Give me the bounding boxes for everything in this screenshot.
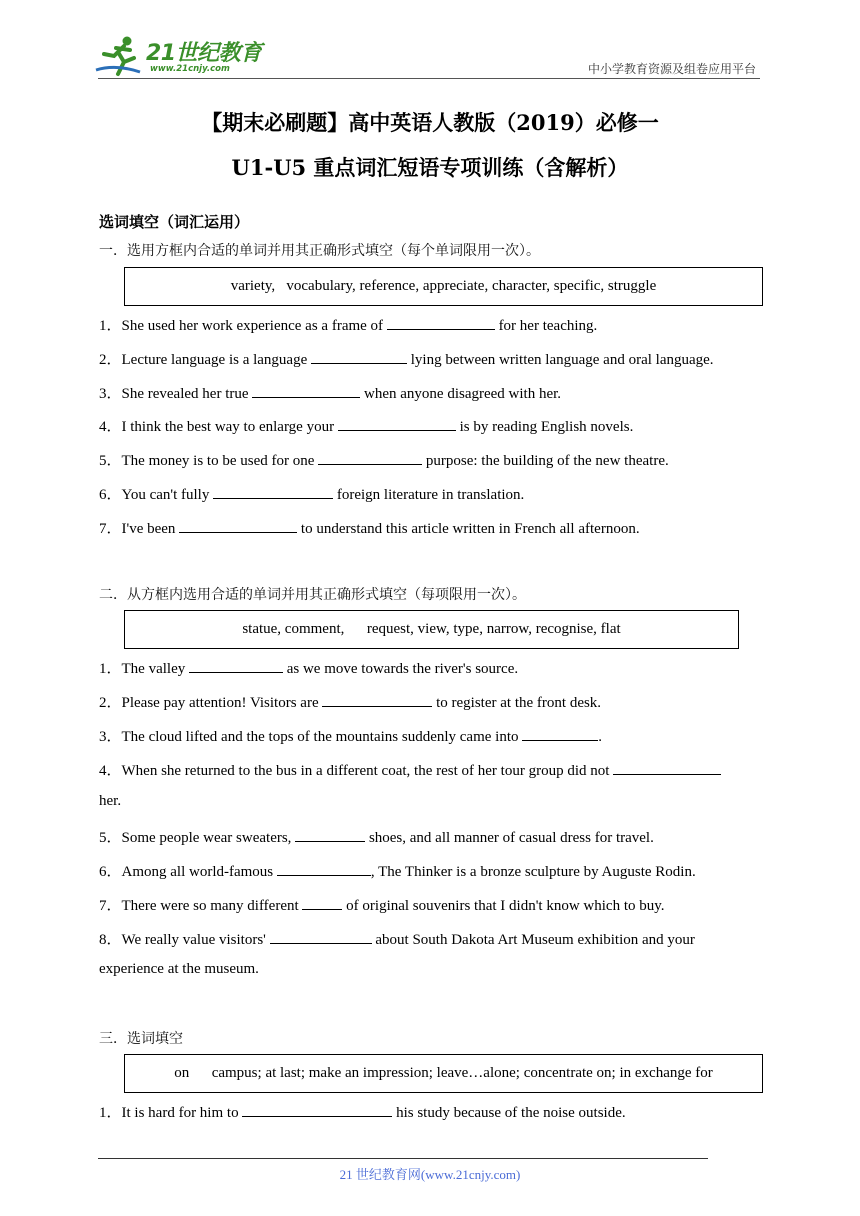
item-text: 5．Some people wear sweaters, (99, 830, 296, 846)
answer-blank[interactable] (295, 827, 365, 842)
part2-item-8-cont: experience at the museum. (99, 961, 259, 977)
header-divider (98, 78, 760, 79)
part1-item-7 (99, 517, 640, 538)
part1-item-2 (99, 348, 714, 369)
runner-icon (94, 34, 144, 78)
item-text: his study because of the noise outside. (392, 1105, 626, 1121)
item-text: . (598, 729, 602, 745)
page-title-line2: U1-U5 重点词汇短语专项训练（含解析） (231, 155, 629, 180)
answer-blank[interactable] (387, 315, 495, 330)
part1-item-4 (99, 415, 633, 436)
item-text: when anyone disagreed with her. (360, 386, 562, 402)
item-text: 3．She revealed her true (99, 386, 253, 402)
part1-item-6 (99, 483, 524, 504)
item-text: purpose: the building of the new theatre. (422, 453, 669, 469)
part3-instruction: 三．选词填空 (99, 1031, 183, 1047)
part2-item-6 (99, 860, 696, 881)
part2-item-4 (99, 759, 721, 780)
part1-instruction: 一．选用方框内合适的单词并用其正确形式填空（每个单词限用一次）。 (99, 243, 540, 259)
answer-blank[interactable] (311, 349, 407, 364)
header-platform-text: 中小学教育资源及组卷应用平台 (587, 62, 756, 76)
item-text: 7．I've been (99, 521, 180, 537)
footer-divider (98, 1158, 708, 1159)
part1-item-5 (99, 449, 669, 470)
part3-wordbox: on campus; at last; make an impression; leave…alone; concentrate on; in exchange for (124, 1054, 763, 1093)
part1-wordbox: variety, vocabulary, reference, appreciate, character, specific, struggle (124, 267, 763, 306)
item-text: lying between written language and oral language. (407, 352, 714, 368)
item-text: 2．Lecture language is a language (99, 352, 311, 368)
item-text: about South Dakota Art Museum exhibition and your (371, 932, 695, 948)
answer-blank[interactable] (277, 861, 371, 876)
item-text: to understand this article written in French all afternoon. (297, 521, 640, 537)
item-text: 6．You can't fully (99, 487, 214, 503)
part1-item-3 (99, 382, 561, 403)
answer-blank[interactable] (179, 518, 297, 533)
item-text: 4．I think the best way to enlarge your (99, 419, 338, 435)
part2-item-7 (99, 894, 665, 915)
answer-blank[interactable] (613, 760, 721, 775)
item-text: as we move towards the river's source. (282, 661, 519, 677)
item-text: of original souvenirs that I didn't know which to buy. (342, 898, 665, 914)
item-text: is by reading English novels. (455, 419, 634, 435)
item-text: to register at the front desk. (432, 695, 602, 711)
answer-blank[interactable] (242, 1102, 392, 1117)
part3-item-1 (99, 1101, 626, 1122)
item-text: 8．We really value visitors' (99, 932, 270, 948)
page-title-line1: 【期末必刷题】高中英语人教版（2019）必修一 (201, 110, 659, 135)
logo-url: www.21cnjy.com (150, 64, 230, 74)
item-text: 1．It is hard for him to (99, 1105, 243, 1121)
answer-blank[interactable] (189, 658, 283, 673)
footer-link[interactable]: 21 世纪教育网(www.21cnjy.com) (339, 1167, 521, 1182)
answer-blank[interactable] (252, 383, 360, 398)
answer-blank[interactable] (318, 450, 422, 465)
item-text: 5．The money is to be used for one (99, 453, 319, 469)
answer-blank[interactable] (522, 726, 598, 741)
part2-item-4-cont: her. (99, 793, 122, 809)
answer-blank[interactable] (270, 929, 372, 944)
item-text: 7．There were so many different (99, 898, 303, 914)
item-text: 3．The cloud lifted and the tops of the mountains suddenly came into (99, 729, 523, 745)
part2-item-5 (99, 826, 654, 847)
site-logo (94, 34, 264, 78)
answer-blank[interactable] (338, 416, 456, 431)
part2-item-1 (99, 657, 518, 678)
item-text: 1．The valley (99, 661, 189, 677)
part2-instruction: 二．从方框内选用合适的单词并用其正确形式填空（每项限用一次）。 (99, 587, 526, 603)
part1-item-1 (99, 314, 597, 335)
answer-blank[interactable] (213, 484, 333, 499)
part2-item-8 (99, 928, 695, 949)
part2-wordbox: statue, comment, request, view, type, narrow, recognise, flat (124, 610, 739, 649)
item-text: 4．When she returned to the bus in a different coat, the rest of her tour group did not (99, 763, 614, 779)
item-text: shoes, and all manner of casual dress for travel. (365, 830, 654, 846)
part2-item-2 (99, 691, 601, 712)
answer-blank[interactable] (302, 895, 342, 910)
item-text: 6．Among all world-famous (99, 864, 277, 880)
logo-text: 21世纪教育 (146, 41, 262, 66)
part2-item-3 (99, 725, 602, 746)
answer-blank[interactable] (322, 692, 432, 707)
item-text: , The Thinker is a bronze sculpture by Auguste Rodin. (370, 864, 696, 880)
item-text: 2．Please pay attention! Visitors are (99, 695, 323, 711)
item-text: foreign literature in translation. (333, 487, 525, 503)
item-text: 1．She used her work experience as a frame of (99, 318, 387, 334)
section-heading: 选词填空（词汇运用） (99, 213, 250, 231)
item-text: for her teaching. (494, 318, 598, 334)
